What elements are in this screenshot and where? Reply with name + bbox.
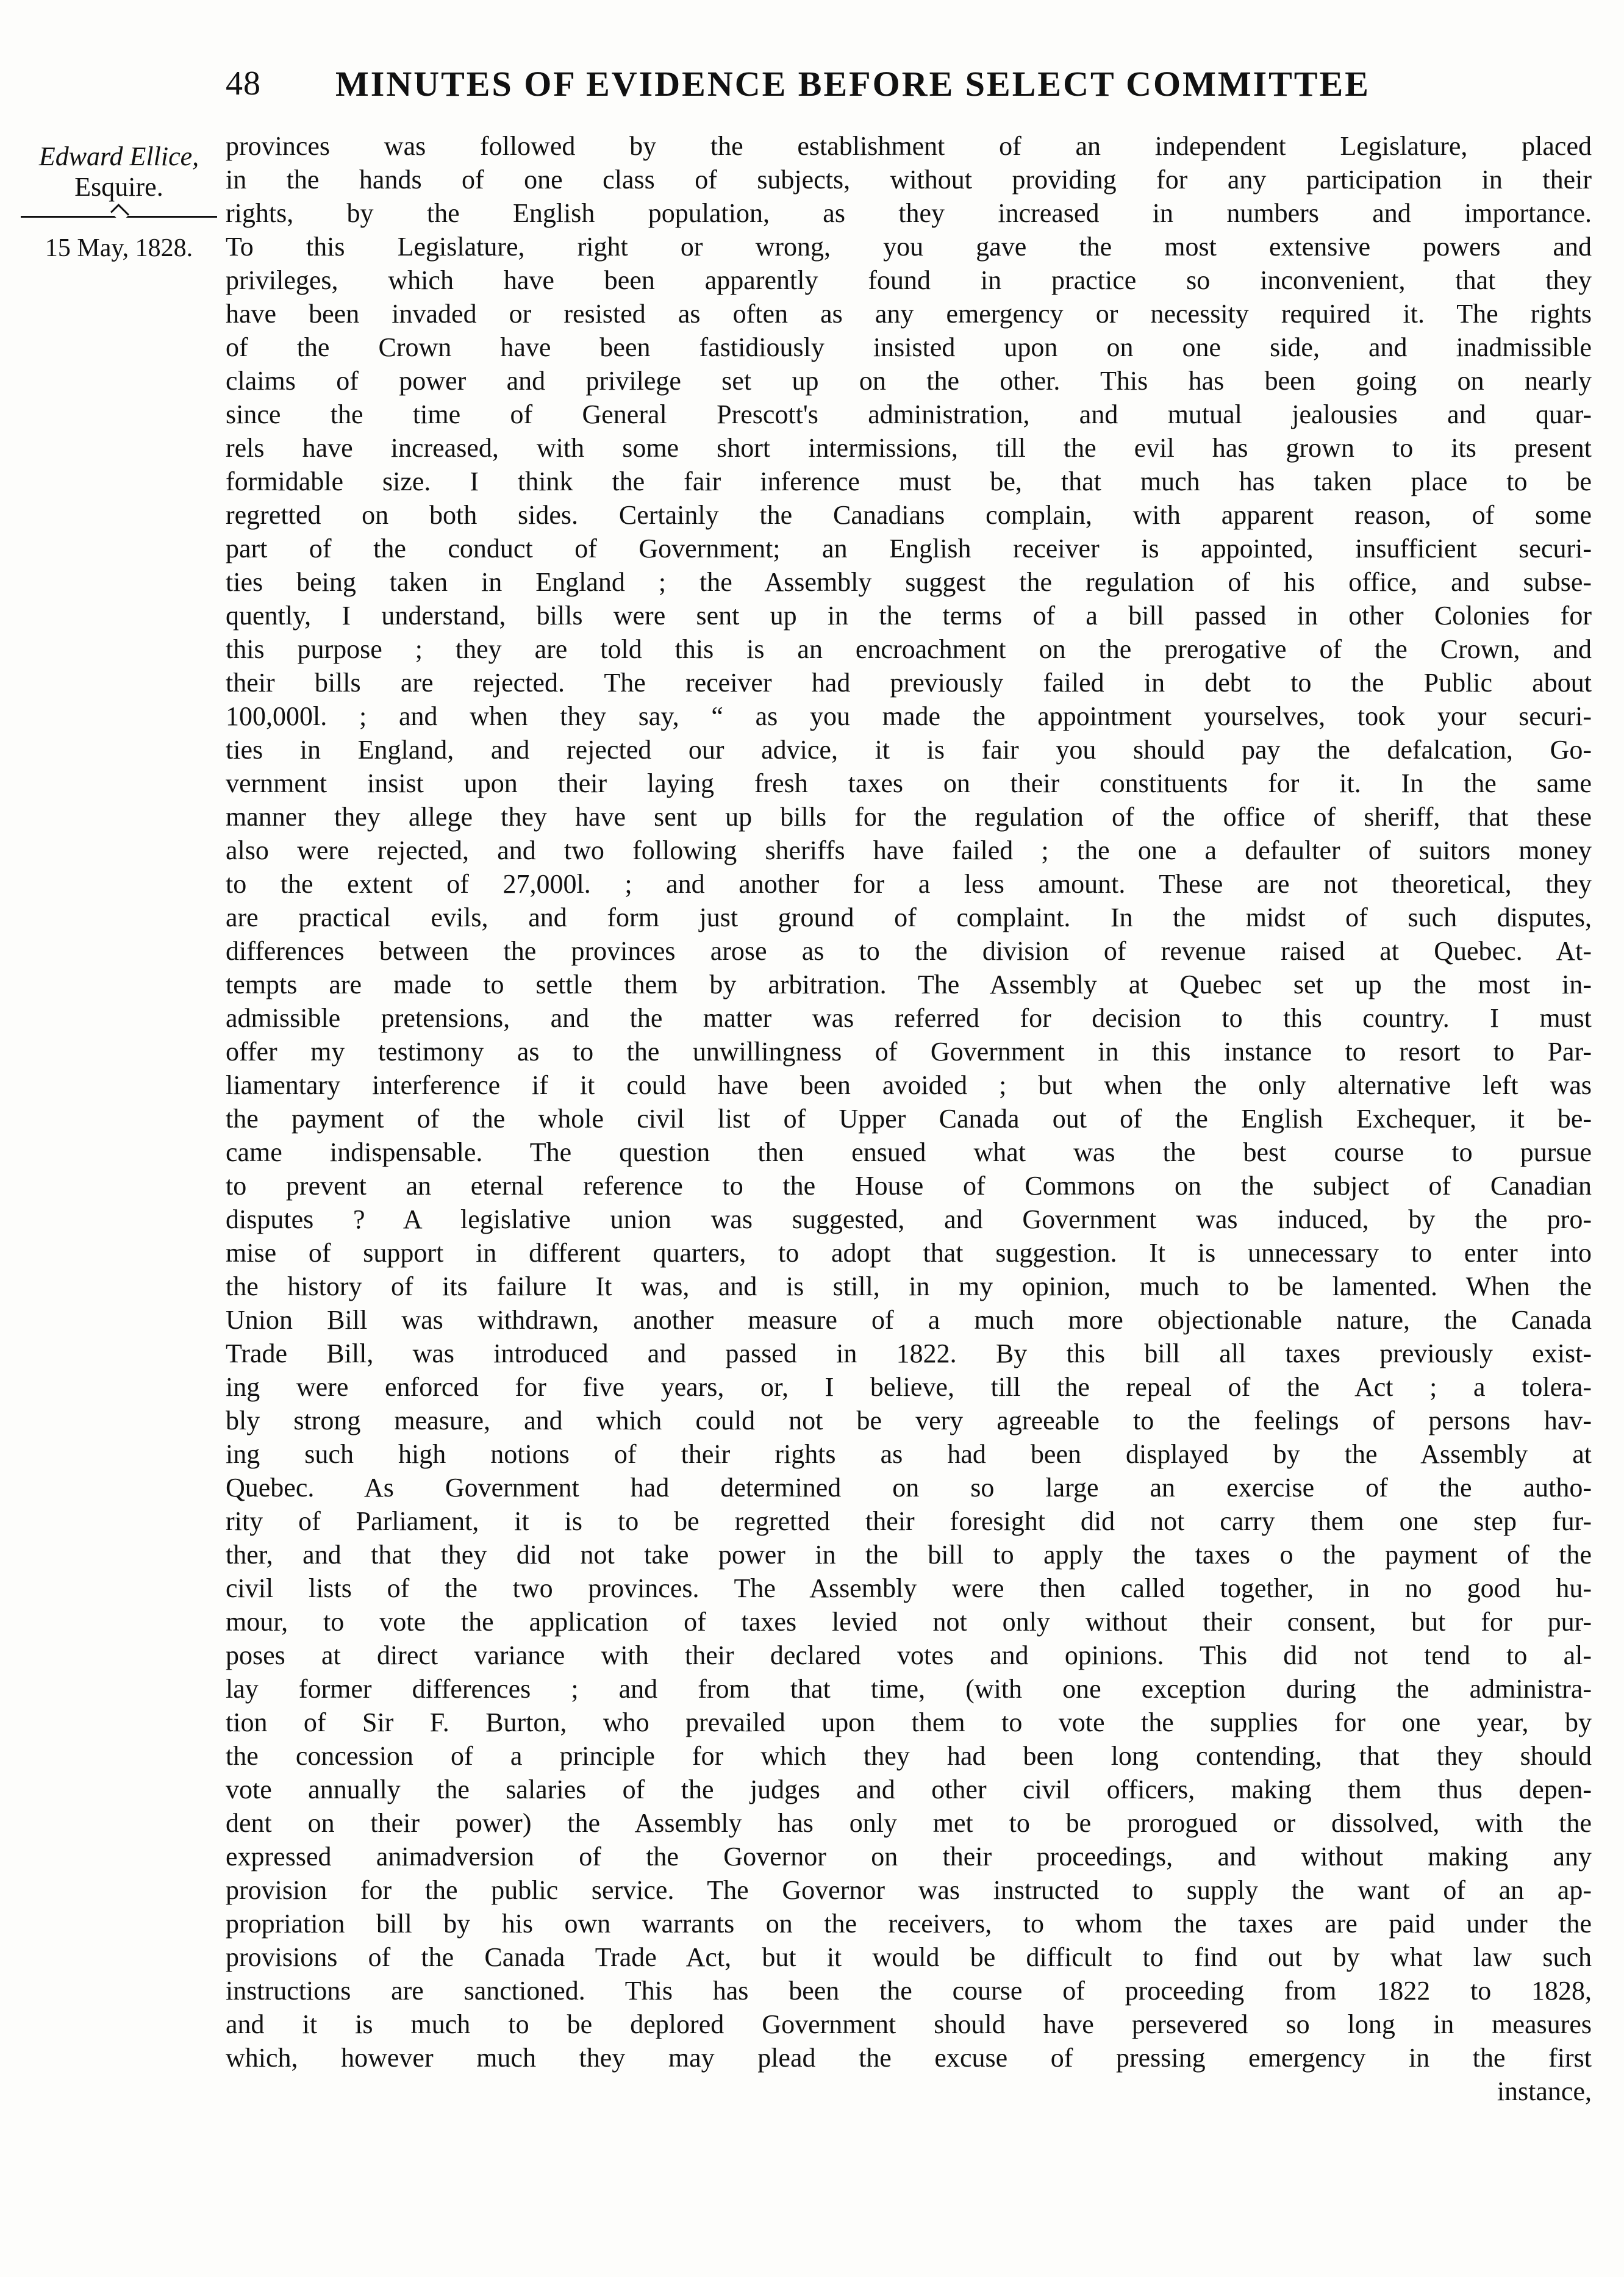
text-line: ties in England, and rejected our advice, it is fair you should pay the defalcation, Go- [226, 735, 1592, 765]
text-line: tion of Sir F. Burton, who prevailed upon them to vote the supplies for one year, by [226, 1707, 1592, 1737]
text-line: ing were enforced for five years, or, I believe, till the repeal of the Act ; a tolera- [226, 1372, 1592, 1402]
text-line: the history of its failure It was, and is still, in my opinion, much to be lamented. When the [226, 1271, 1592, 1301]
text-line: offer my testimony as to the unwillingness of Government in this instance to resort to Par- [226, 1037, 1592, 1067]
text-line: bly strong measure, and which could not be very agreeable to the feelings of persons hav- [226, 1406, 1592, 1435]
text-line: civil lists of the two provinces. The Assembly were then called together, in no good hu- [226, 1573, 1592, 1603]
text-line: Trade Bill, was introduced and passed in 1822. By this bill all taxes previously exist- [226, 1339, 1592, 1368]
text-line: claims of power and privilege set up on the other. This has been going on nearly [226, 366, 1592, 396]
text-line: propriation bill by his own warrants on the receivers, to whom the taxes are paid under the [226, 1909, 1592, 1939]
text-line: provinces was followed by the establishment of an independent Legislature, placed [226, 131, 1592, 161]
witness-name: Edward Ellice, [38, 141, 199, 171]
text-line: have been invaded or resisted as often as any emergency or necessity required it. The rights [226, 299, 1592, 329]
evidence-date: 15 May, 1828. [45, 234, 193, 262]
text-line: provisions of the Canada Trade Act, but it would be difficult to find out by what law such [226, 1942, 1592, 1972]
page-number: 48 [226, 65, 261, 102]
text-line: formidable size. I think the fair inference must be, that much has taken place to be [226, 466, 1592, 496]
text-line: rels have increased, with some short intermissions, till the evil has grown to its present [226, 433, 1592, 463]
text-line: differences between the provinces arose as to the division of revenue raised at Quebec. At- [226, 936, 1592, 966]
text-line: To this Legislature, right or wrong, you gave the most extensive powers and [226, 232, 1592, 262]
text-line: the concession of a principle for which they had been long contending, that they should [226, 1741, 1592, 1771]
text-line: of the Crown have been fastidiously insisted upon on one side, and inadmissible [226, 332, 1592, 362]
text-line: mise of support in different quarters, to adopt that suggestion. It is unnecessary to enter into [226, 1238, 1592, 1268]
text-line: came indispensable. The question then ensued what was the best course to pursue [226, 1137, 1592, 1167]
text-line: 100,000l. ; and when they say, “ as you made the appointment yourselves, took your securi- [226, 701, 1592, 731]
text-line: vernment insist upon their laying fresh taxes on their constituents for it. In the same [226, 768, 1592, 798]
text-line: vote annually the salaries of the judges and other civil officers, making them thus depen- [226, 1775, 1592, 1804]
text-line: also were rejected, and two following sheriffs have failed ; the one a defaulter of suitors money [226, 835, 1592, 865]
text-line: Union Bill was withdrawn, another measure of a much more objectionable nature, the Canada [226, 1305, 1592, 1335]
text-line: provision for the public service. The Governor was instructed to supply the want of an ap- [226, 1875, 1592, 1905]
text-line: quently, I understand, bills were sent up in the terms of a bill passed in other Colonies for [226, 601, 1592, 631]
text-line: in the hands of one class of subjects, without providing for any participation in their [226, 165, 1592, 195]
text-line: lay former differences ; and from that time, (with one exception during the administra- [226, 1674, 1592, 1704]
text-line: and it is much to be deplored Government should have persevered so long in measures [226, 2009, 1592, 2039]
text-line: mour, to vote the application of taxes levied not only without their consent, but for pur- [226, 1607, 1592, 1637]
text-line: rity of Parliament, it is to be regretted their foresight did not carry them one step fur- [226, 1506, 1592, 1536]
witness-title: Esquire. [74, 172, 163, 202]
running-head: MINUTES OF EVIDENCE BEFORE SELECT COMMITTEE [335, 63, 1370, 104]
text-line: ther, and that they did not take power in the bill to apply the taxes o the payment of the [226, 1540, 1592, 1570]
text-line: liamentary interference if it could have been avoided ; but when the only alternative left was [226, 1070, 1592, 1100]
text-line: their bills are rejected. The receiver had previously failed in debt to the Public about [226, 668, 1592, 698]
text-line: are practical evils, and form just ground of complaint. In the midst of such disputes, [226, 903, 1592, 932]
text-line: admissible pretensions, and the matter was referred for decision to this country. I must [226, 1003, 1592, 1033]
text-line: instructions are sanctioned. This has been the course of proceeding from 1822 to 1828, [226, 1976, 1592, 2006]
catchword: instance, [1497, 2076, 1592, 2106]
text-line: expressed animadversion of the Governor on their proceedings, and without making any [226, 1842, 1592, 1871]
text-line: ties being taken in England ; the Assembly suggest the regulation of his office, and subse- [226, 567, 1592, 597]
text-line: part of the conduct of Government; an English receiver is appointed, insufficient securi- [226, 534, 1592, 563]
text-line: dent on their power) the Assembly has only met to be prorogued or dissolved, with the [226, 1808, 1592, 1838]
text-line: tempts are made to settle them by arbitration. The Assembly at Quebec set up the most in- [226, 970, 1592, 999]
text-line: regretted on both sides. Certainly the Canadians complain, with apparent reason, of some [226, 500, 1592, 530]
text-line: ing such high notions of their rights as had been displayed by the Assembly at [226, 1439, 1592, 1469]
brace-divider [21, 205, 217, 229]
text-line: Quebec. As Government had determined on so large an exercise of the autho- [226, 1473, 1592, 1503]
marginal-note [12, 141, 226, 263]
text-line: since the time of General Prescott's administration, and mutual jealousies and quar- [226, 399, 1592, 429]
brace-tip [110, 204, 129, 223]
text-line: the payment of the whole civil list of Upper Canada out of the English Exchequer, it be- [226, 1104, 1592, 1134]
text-line: poses at direct variance with their declared votes and opinions. This did not tend to al- [226, 1640, 1592, 1670]
text-line: privileges, which have been apparently found in practice so inconvenient, that they [226, 265, 1592, 295]
text-line: rights, by the English population, as they increased in numbers and importance. [226, 198, 1592, 228]
page-header [220, 56, 1592, 111]
text-line: to the extent of 27,000l. ; and another for a less amount. These are not theoretical, they [226, 869, 1592, 899]
evidence-text [226, 129, 1592, 2108]
text-line: manner they allege they have sent up bills for the regulation of the office of sheriff, that these [226, 802, 1592, 832]
text-line: which, however much they may plead the excuse of pressing emergency in the first [226, 2043, 1592, 2073]
text-line: disputes ? A legislative union was suggested, and Government was induced, by the pro- [226, 1204, 1592, 1234]
text-line: this purpose ; they are told this is an encroachment on the prerogative of the Crown, and [226, 634, 1592, 664]
text-line: to prevent an eternal reference to the House of Commons on the subject of Canadian [226, 1171, 1592, 1201]
